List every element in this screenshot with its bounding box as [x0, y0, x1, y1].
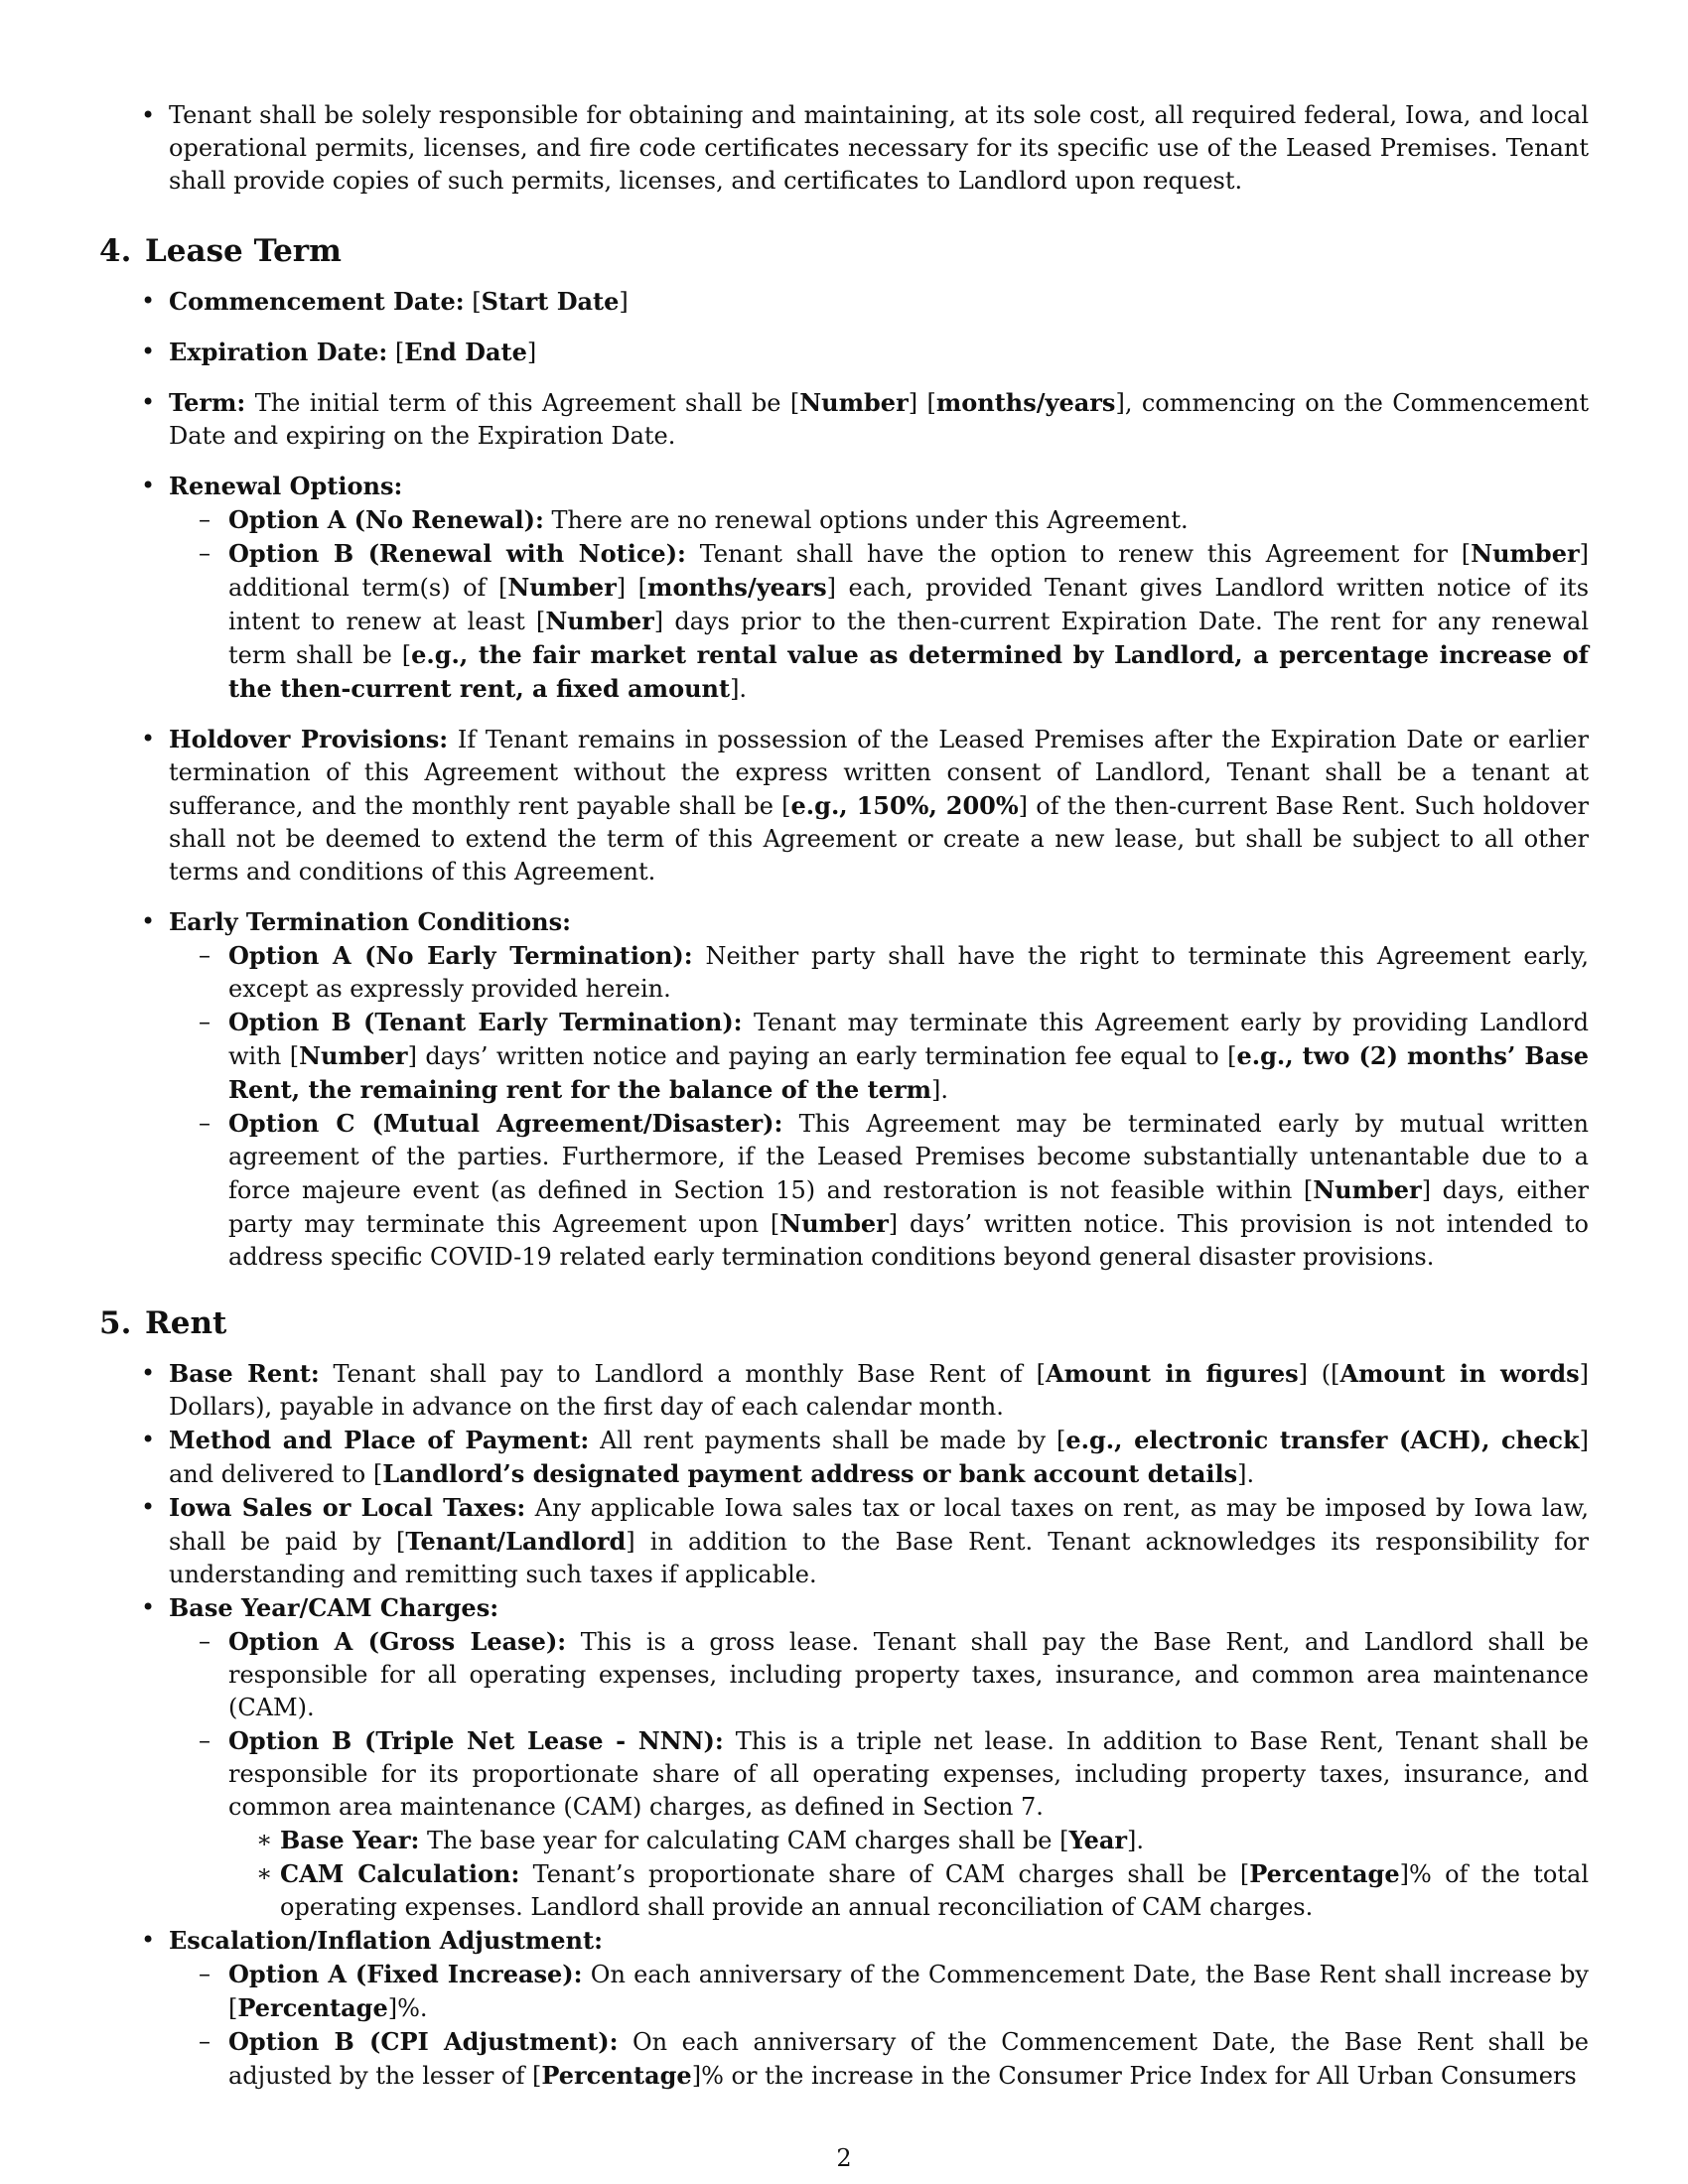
cam-options-list [169, 1625, 1589, 1924]
lease-term-list [99, 285, 1589, 1274]
list-item-base-rent: • Base Rent: Tenant shall pay to Landlord a monthly Base Rent of [Amount in figures] ([Amount in words] Dollars), payable in advance on the first day of each calendar month. [99, 1357, 1589, 1424]
page-number: 2 [836, 2144, 852, 2172]
list-item-cam-calculation: ∗ CAM Calculation: Tenant’s proportionate share of CAM charges shall be [Percentage]% of the total operating expenses. Landlord shall provide an annual reconciliation of CAM charges. [228, 1857, 1589, 1924]
list-item-commencement: • Commencement Date: [Start Date] [99, 285, 1589, 319]
list-item-expiration: • Expiration Date: [End Date] [99, 336, 1589, 369]
intro-list [99, 99, 1589, 198]
list-item-escalation-option-b: – Option B (CPI Adjustment): On each anniversary of the Commencement Date, the Base Rent shall be adjusted by the lesser of [Percentage]% or the increase in the Consumer Price Index for All Urban Consumers [169, 2025, 1589, 2093]
list-item-taxes: • Iowa Sales or Local Taxes: Any applicable Iowa sales tax or local taxes on rent, as may be imposed by Iowa law, shall be paid by [Tenant/Landlord] in addition to the Base Rent. Tenant acknowledges its responsibility for understanding and remitting such taxes if applicable. [99, 1491, 1589, 1591]
list-item-cam-option-b: – Option B (Triple Net Lease - NNN): This is a triple net lease. In addition to Base Rent, Tenant shall be responsible for its proportionate share of all operating expenses, including property taxes, insurance, and common area maintenance (CAM) charges, as defined in Section 7. ∗ Base Year: The base year for calculating CAM charges shall be [Year]. ∗ CAM Calculation: Tenant’s proportionate share of CAM charges shall be [Percentage]% of the total operating expenses. Landlord shall provide an annual reconciliation of CAM charges. [169, 1724, 1589, 1924]
list-item-cam-charges: • Base Year/CAM Charges: – Option A (Gross Lease): This is a gross lease. Tenant shall pay the Base Rent, and Landlord shall be responsible for all operating expenses, including property taxes, insurance, and common area maintenance (CAM). – Option B (Triple Net Lease - NNN): This is a triple net lease. In addition to Base Rent, Tenant shall be responsible for its proportionate share of all operating expenses, including property taxes, insurance, and common area maintenance (CAM) charges, as defined in Section 7. ∗ Base Year: The base year for calculating CAM charges shall be [Year]. ∗ CAM Calculation: Tenant’s proportionate share of CAM charges shall be [Percentage]% of the total operating expenses. Landlord shall provide an annual reconciliation of CAM charges. [99, 1591, 1589, 1924]
list-item-renewal-option-b: – Option B (Renewal with Notice): Tenant shall have the option to renew this Agreement for [Number] additional term(s) of [Number] [months/years] each, provided Tenant gives Landlord written notice of its intent to renew at least [Number] days prior to the then-current Expiration Date. The rent for any renewal term shall be [e.g., the fair market rental value as determined by Landlord, a percentage increase of the then-current rent, a fixed amount]. [169, 537, 1589, 706]
list-item-term: • Term: The initial term of this Agreement shall be [Number] [months/years], commencing on the Commencement Date and expiring on the Expiration Date. [99, 386, 1589, 453]
list-item-payment: • Method and Place of Payment: All rent payments shall be made by [e.g., electronic transfer (ACH), check] and delivered to [Landlord’s designated payment address or bank account details]. [99, 1424, 1589, 1491]
list-item-cam-option-a: – Option A (Gross Lease): This is a gross lease. Tenant shall pay the Base Rent, and Landlord shall be responsible for all operating expenses, including property taxes, insurance, and common area maintenance (CAM). [169, 1625, 1589, 1724]
list-item-renewal-option-a: – Option A (No Renewal): There are no renewal options under this Agreement. [169, 503, 1589, 537]
cam-detail-list [228, 1824, 1589, 1924]
permits-paragraph: • Tenant shall be solely responsible for obtaining and maintaining, at its sole cost, all required federal, Iowa, and local operational permits, licenses, and fire code certificates necessary for its specific use of the Leased Premises. Tenant shall provide copies of such permits, licenses, and certificates to Landlord upon request. [169, 101, 1589, 195]
list-item-early-termination: • Early Termination Conditions: – Option A (No Early Termination): Neither party shall have the right to terminate this Agreement early, except as expressly provided herein. – Option B (Tenant Early Termination): Tenant may terminate this Agreement early by providing Landlord with [Number] days’ written notice and paying an early termination fee equal to [e.g., two (2) months’ Base Rent, the remaining rent for the balance of the term]. – Option C (Mutual Agreement/Disaster): This Agreement may be terminated early by mutual written agreement of the parties. Furthermore, if the Leased Premises become substantially untenantable due to a force majeure event (as defined in Section 15) and restoration is not feasible within [Number] days, either party may terminate this Agreement upon [Number] days’ written notice. This provision is not intended to address specific COVID-19 related early termination conditions beyond general disaster provisions. [99, 905, 1589, 1274]
list-item [99, 99, 1589, 198]
list-item-early-termination-option-c: – Option C (Mutual Agreement/Disaster): This Agreement may be terminated early by mutual written agreement of the parties. Furthermore, if the Leased Premises become substantially untenantable due to a force majeure event (as defined in Section 15) and restoration is not feasible within [Number] days, either party may terminate this Agreement upon [Number] days’ written notice. This provision is not intended to address specific COVID-19 related early termination conditions beyond general disaster provisions. [169, 1107, 1589, 1274]
section-heading-lease-term: 4. Lease Term [99, 233, 342, 269]
renewal-options-list [169, 503, 1589, 706]
list-item-early-termination-option-b: – Option B (Tenant Early Termination): Tenant may terminate this Agreement early by providing Landlord with [Number] days’ written notice and paying an early termination fee equal to [e.g., two (2) months’ Base Rent, the remaining rent for the balance of the term]. [169, 1006, 1589, 1107]
page-content [99, 99, 1589, 2093]
section-heading-rent: 5. Rent [99, 1305, 227, 1341]
rent-list [99, 1357, 1589, 2093]
list-item-escalation-option-a: – Option A (Fixed Increase): On each anniversary of the Commencement Date, the Base Rent shall increase by [Percentage]%. [169, 1958, 1589, 2025]
early-termination-list [169, 939, 1589, 1274]
list-item-holdover: • Holdover Provisions: If Tenant remains in possession of the Leased Premises after the Expiration Date or earlier termination of this Agreement without the express written consent of Landlord, Tenant shall be a tenant at sufferance, and the monthly rent payable shall be [e.g., 150%, 200%] of the then-current Base Rent. Such holdover shall not be deemed to extend the term of this Agreement or create a new lease, but shall be subject to all other terms and conditions of this Agreement. [99, 723, 1589, 888]
list-item-escalation: • Escalation/Inflation Adjustment: – Option A (Fixed Increase): On each anniversary of the Commencement Date, the Base Rent shall increase by [Percentage]%. – Option B (CPI Adjustment): On each anniversary of the Commencement Date, the Base Rent shall be adjusted by the lesser of [Percentage]% or the increase in the Consumer Price Index for All Urban Consumers [99, 1924, 1589, 2093]
list-item-early-termination-option-a: – Option A (No Early Termination): Neither party shall have the right to terminate this Agreement early, except as expressly provided herein. [169, 939, 1589, 1006]
list-item-base-year: ∗ Base Year: The base year for calculating CAM charges shall be [Year]. [228, 1824, 1589, 1857]
escalation-options-list [169, 1958, 1589, 2093]
list-item-renewal-options: • Renewal Options: – Option A (No Renewal): There are no renewal options under this Agreement. – Option B (Renewal with Notice): Tenant shall have the option to renew this Agreement for [Number] additional term(s) of [Number] [months/years] each, provided Tenant gives Landlord written notice of its intent to renew at least [Number] days prior to the then-current Expiration Date. The rent for any renewal term shall be [e.g., the fair market rental value as determined by Landlord, a percentage increase of the then-current rent, a fixed amount]. [99, 470, 1589, 706]
